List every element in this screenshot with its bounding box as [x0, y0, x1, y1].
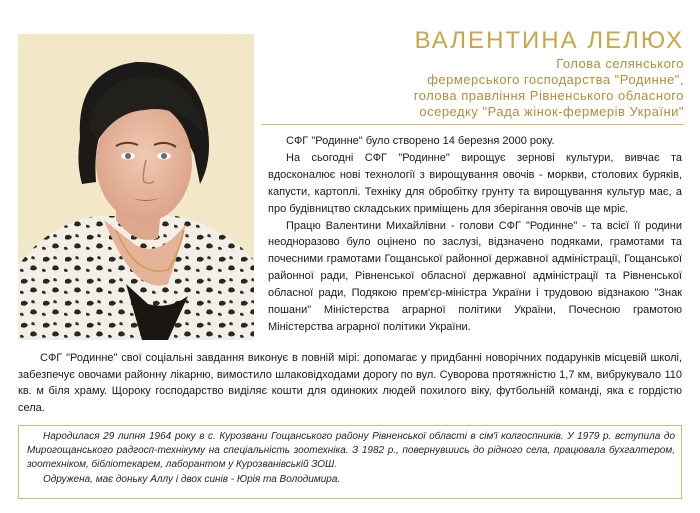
article-paragraph: Працю Валентини Михайлівни - голови СФГ "Родинне" - та всієї її родини неодноразово було оцінено по заслузі, відзначено подяками, грамотами та почесними грамотами Гощанської районної державної адміністрації, Гощанської районної ради, Рівненської обласної державної адміністрації та Рівненської обласної ради, Подякою прем'єр-міністра України і трудовою відзнакою "Знак пошани" Міністерства аграрної політики України, Почесною грамотою Міністерства аграрної політики України.: [268, 219, 682, 333]
article-body: [268, 133, 682, 336]
article-paragraph: СФГ "Родинне" було створено 14 березня 2000 року.: [286, 135, 555, 147]
portrait-photo: [18, 34, 254, 340]
article-paragraph: На сьогодні СФГ "Родинне" вирощує зернові культури, вивчає та вдосконалює нові технології з вирощування овочів - моркви, столових буряків, капусти, картоплі. Техніку для обробітку грунту та вирощування культур має, а про будівництво складських приміщень для зберігання овочів ще мріє.: [268, 151, 682, 215]
position-line: фермерського господарства "Родинне",: [427, 72, 684, 87]
social-tasks-paragraph: [18, 350, 682, 416]
position-line: голова правління Рівненського обласного: [413, 88, 684, 103]
biography-paragraph: Одружена, має доньку Аллу і двох синів - Юрія та Володимира.: [43, 473, 341, 485]
person-position: [264, 56, 684, 120]
biography-paragraph: Народилася 29 липня 1964 року в с. Курозвани Гощанського району Рівненської області в сім'ї колгоспників. У 1979 р. вступила до Мирогощанського радгосп-технікуму на спеціальність зоотехніка. З 1982 р., повернувшись до рідного села, працювала бухгалтером, зоотехніком, бібліотекарем, лаборантом у Курозванівській ЗОШ.: [27, 431, 675, 471]
header-divider: [262, 124, 684, 125]
position-line: Голова селянського: [556, 56, 684, 71]
person-name: ВАЛЕНТИНА ЛЕЛЮХ: [414, 27, 684, 54]
position-line: осередку "Рада жінок-фермерів України": [419, 104, 684, 119]
article-paragraph: СФГ "Родинне" свої соціальні завдання виконує в повній мірі: допомагає у придбанні новорічних подарунків місцевій школі, забезпечує овочами районну лікарню, вимостило шлаковідходами дорогу по вул. Суворова протяжністю 1,7 км, вибрукувало 110 кв. м біля храму. Щороку господарство виділяє кошти для одиноких людей похилого віку, футбольній команді, яка є гордістю села.: [18, 352, 682, 414]
portrait-illustration: [18, 34, 254, 340]
biography-box: [18, 425, 682, 499]
